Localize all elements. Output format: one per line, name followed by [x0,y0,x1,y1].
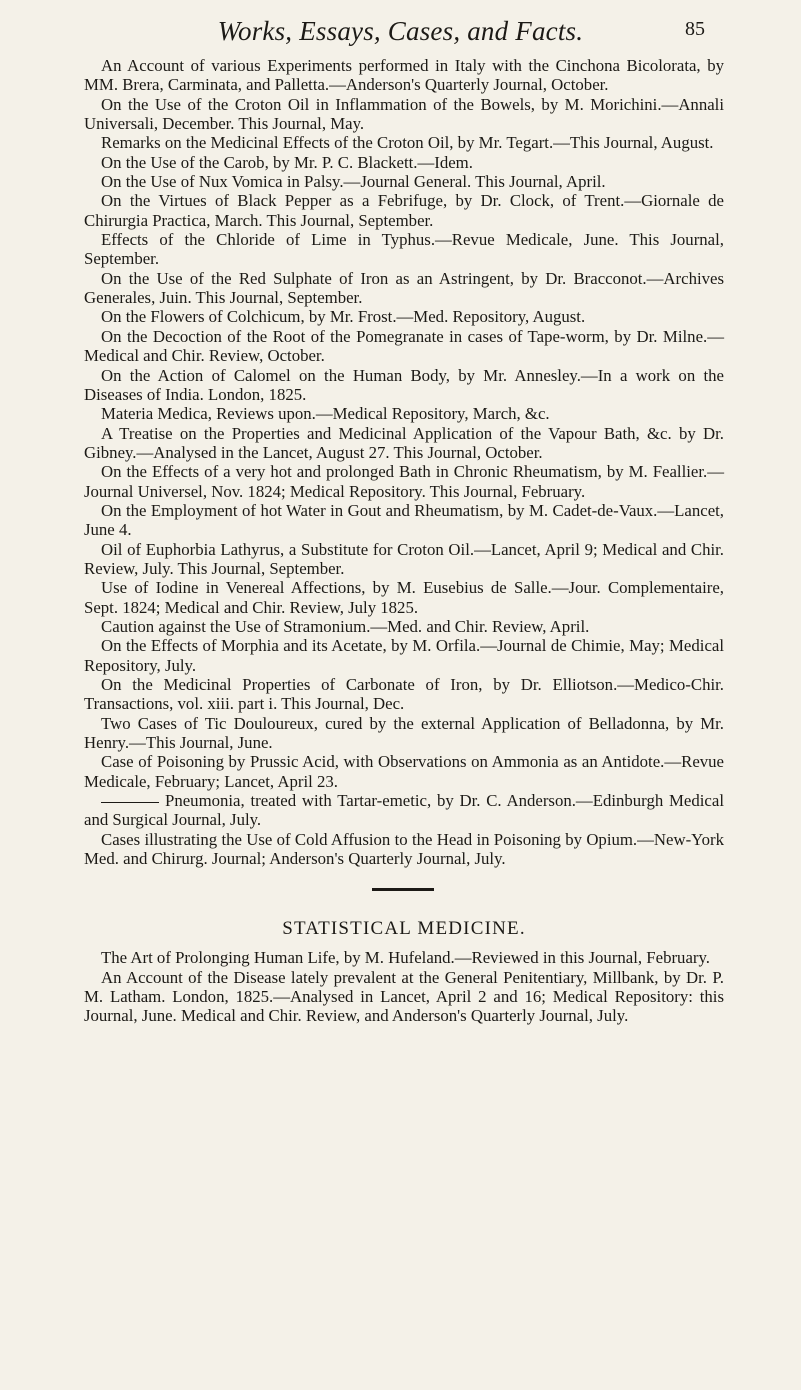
bibliography-entry: The Art of Prolonging Human Life, by M. Hufeland.—Reviewed in this Journal, February. [101,948,710,968]
bibliography-list [84,56,724,791]
bibliography-list-continued [84,830,724,869]
bibliography-entry: A Treatise on the Properties and Medicinal Application of the Vapour Bath, &c. by Dr. Gibney.—Analysed in the Lancet, August 27. This Journal, October. [84,423,724,462]
bibliography-entry: On the Flowers of Colchicum, by Mr. Frost.—Med. Repository, August. [101,307,586,327]
bibliography-entry: Remarks on the Medicinal Effects of the Croton Oil, by Mr. Tegart.—This Journal, August. [101,133,714,153]
bibliography-entry: On the Use of Nux Vomica in Palsy.—Journal General. This Journal, April. [101,172,606,192]
bibliography-entry: On the Effects of Morphia and its Acetate, by M. Orfila.—Journal de Chimie, May; Medical Repository, July. [84,636,724,675]
section-entry-list [84,948,724,1025]
bibliography-entry: Two Cases of Tic Douloureux, cured by the external Application of Belladonna, by Mr. Henry.—This Journal, June. [84,713,724,753]
bibliography-entry: On the Employment of hot Water in Gout and Rheumatism, by M. Cadet-de-Vaux.—Lancet, June 4. [84,500,724,540]
bibliography-entry: Oil of Euphorbia Lathyrus, a Substitute for Croton Oil.—Lancet, April 9; Medical and Chir. Review, July. This Journal, September. [84,539,724,578]
bibliography-entry: Use of Iodine in Venereal Affections, by M. Eusebius de Salle.—Jour. Complementaire, Sept. 1824; Medical and Chir. Review, July 1825. [84,578,724,617]
bibliography-entry-continuation: Pneumonia, treated with Tartar-emetic, by Dr. C. Anderson.—Edinburgh Medical and Surgical Journal, July. [84,791,724,830]
bibliography-entry: On the Virtues of Black Pepper as a Febrifuge, by Dr. Clock, of Trent.—Giornale de Chirurgia Practica, March. This Journal, September. [84,191,724,230]
section-divider [84,868,724,904]
bibliography-entry: On the Use of the Croton Oil in Inflammation of the Bowels, by M. Morichini.—Annali Universali, December. This Journal, May. [84,94,724,134]
bibliography-entry: Case of Poisoning by Prussic Acid, with Observations on Ammonia as an Antidote.—Revue Medicale, February; Lancet, April 23. [84,752,724,791]
bibliography-entry: Effects of the Chloride of Lime in Typhus.—Revue Medicale, June. This Journal, September. [84,230,724,269]
running-title: Works, Essays, Cases, and Facts. [217,16,584,46]
page-body [84,56,724,1026]
bibliography-entry: On the Use of the Red Sulphate of Iron as an Astringent, by Dr. Bracconot.—Archives Generales, Juin. This Journal, September. [84,268,724,308]
ditto-dash [101,802,159,803]
bibliography-entry: Cases illustrating the Use of Cold Affusion to the Head in Poisoning by Opium.—New-York Med. and Chirurg. Journal; Anderson's Quarterly Journal, July. [84,829,724,869]
bibliography-entry: On the Decoction of the Root of the Pomegranate in cases of Tape-worm, by Dr. Milne.—Medical and Chir. Review, October. [84,326,724,366]
bibliography-entry: On the Use of the Carob, by Mr. P. C. Blackett.—Idem. [101,152,473,172]
bibliography-entry: An Account of the Disease lately prevalent at the General Penitentiary, Millbank, by Dr. P. M. Latham. London, 1825.—Analysed in Lancet, April 2 and 16; Medical Repository: this Journal, June. Medical and Chir. Review, and Anderson's Quarterly Journal, July. [84,967,724,1026]
section-heading: STATISTICAL MEDICINE. [282,918,526,940]
bibliography-entry: Materia Medica, Reviews upon.—Medical Repository, March, &c. [101,404,550,424]
divider-rule [372,888,434,891]
bibliography-entry: On the Action of Calomel on the Human Body, by Mr. Annesley.—In a work on the Diseases of India. London, 1825. [84,365,724,404]
bibliography-entry: An Account of various Experiments performed in Italy with the Cinchona Bicolorata, by MM. Brera, Carminata, and Palletta.—Anderson's Quarterly Journal, October. [84,56,724,95]
bibliography-entry: Caution against the Use of Stramonium.—Med. and Chir. Review, April. [101,616,590,636]
page-number: 85 [685,18,705,40]
page-header [0,14,801,50]
bibliography-entry: On the Medicinal Properties of Carbonate of Iron, by Dr. Elliotson.—Medico-Chir. Transactions, vol. xiii. part i. This Journal, Dec. [84,675,724,714]
bibliography-entry: On the Effects of a very hot and prolonged Bath in Chronic Rheumatism, by M. Feallier.—Journal Universel, Nov. 1824; Medical Repository. This Journal, February. [84,462,724,501]
